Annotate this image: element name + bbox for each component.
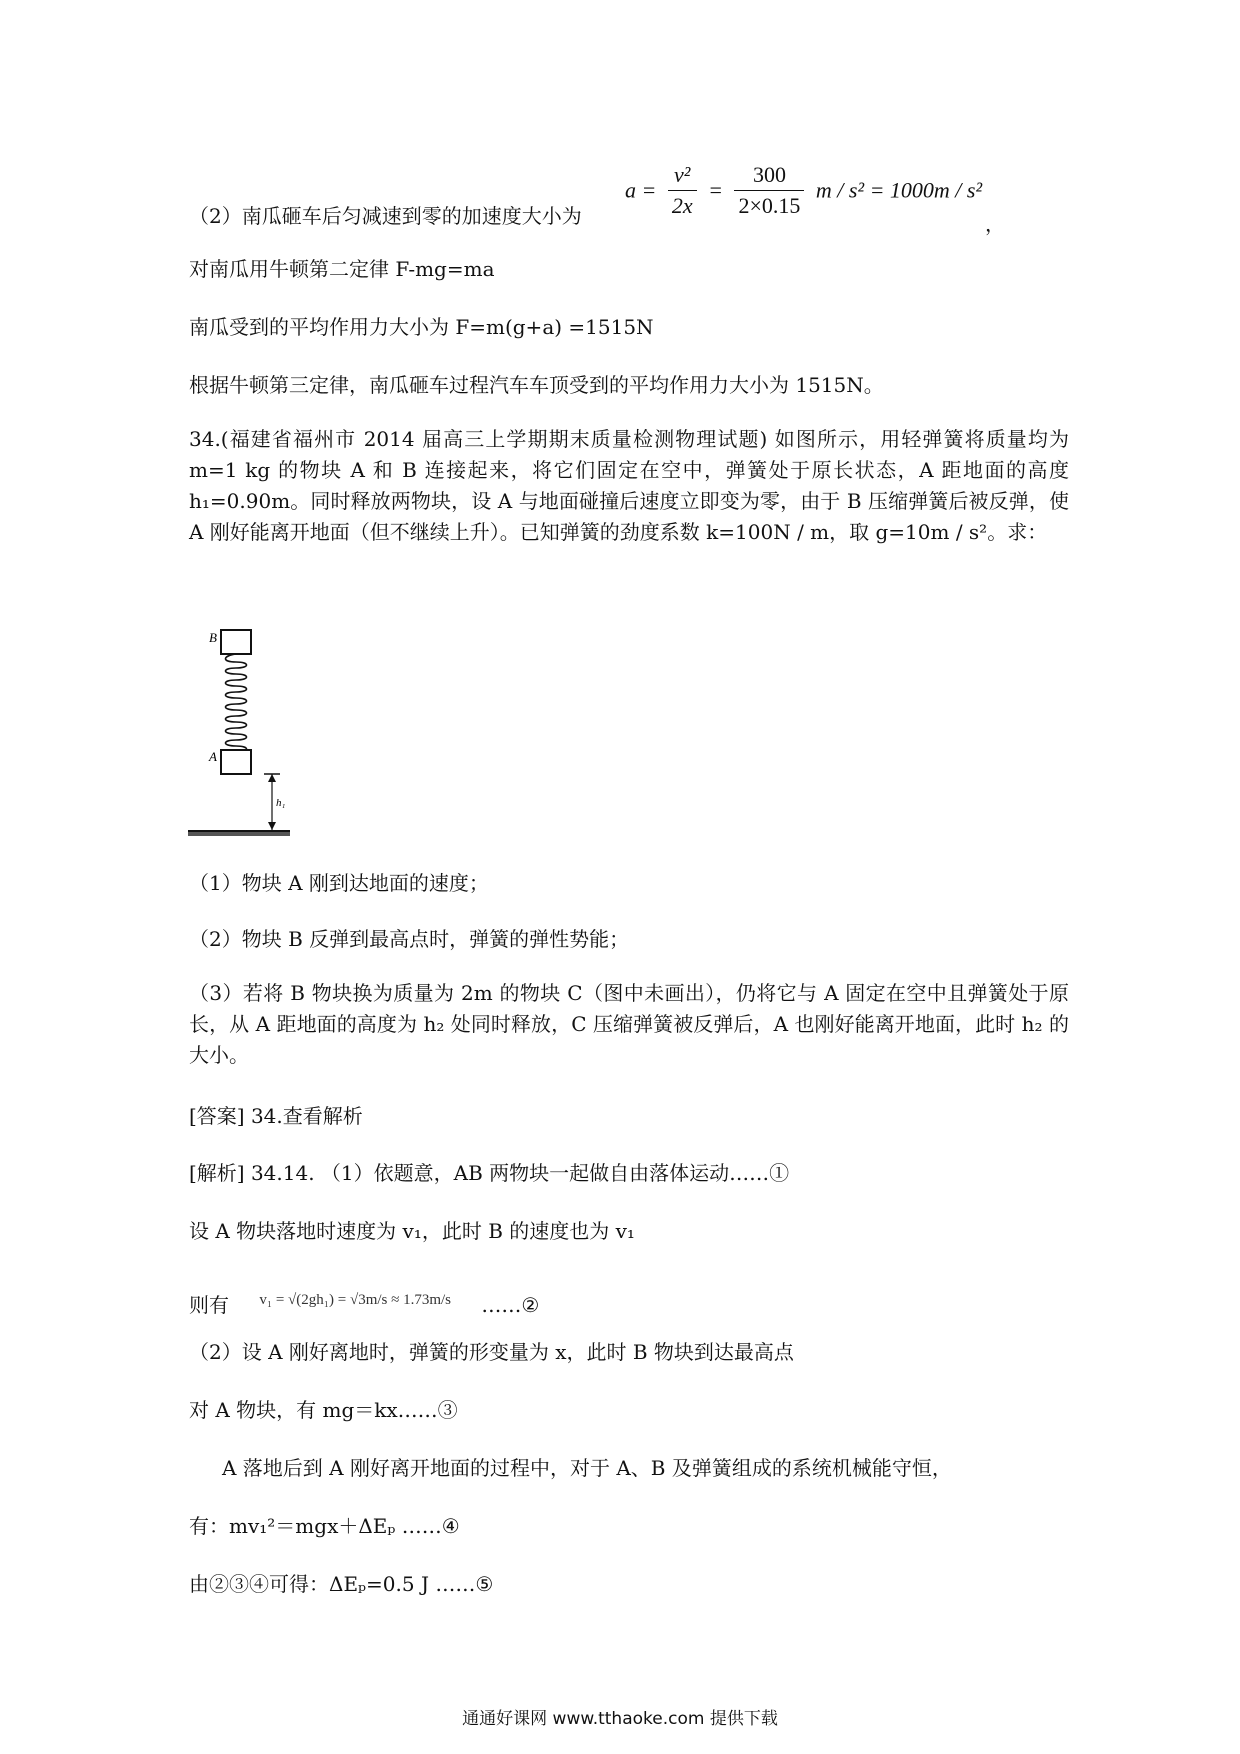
- accel-suffix: ，: [985, 212, 1005, 236]
- sub-question-2: （2）物块 B 反弹到最高点时，弹簧的弹性势能；: [189, 927, 630, 951]
- page-footer: 通通好课网 www.tthaoke.com 提供下载: [462, 1709, 778, 1729]
- spring-figure: [188, 620, 308, 850]
- newton-third-law: 根据牛顿第三定律，南瓜砸车过程汽车车顶受到的平均作用力大小为 1515N。: [189, 373, 884, 397]
- label-h1: h₁: [276, 797, 286, 809]
- question-34: 34.(福建省福州市 2014 届高三上学期期末质量检测物理试题) 如图所示，用轻弹簧将质量均为 m=1 kg 的物块 A 和 B 连接起来，将它们固定在空中，弹簧处于原长状态，A 距地面的高度 h₁=0.90m。同时释放两物块，设 A 与地面碰撞后速度立即变为零，由于 B 压缩弹簧后被反弹，使 A 刚好能离开地面（但不继续上升）。已知弹簧的劲度系数 k=100N / m，取 g=10m / s²。求：: [189, 427, 1069, 544]
- sub-question-1: （1）物块 A 刚到达地面的速度；: [189, 871, 489, 895]
- step-v1-formula: v₁ = √(2gh₁) = √3m/s ≈ 1.73m/s: [259, 1292, 452, 1308]
- label-b: B: [209, 630, 217, 645]
- fraction-300: [734, 160, 804, 221]
- fraction-v2-2x: [668, 160, 697, 221]
- step-result: 由②③④可得：ΔEₚ=0.5 J ……⑤: [189, 1572, 494, 1596]
- block-b: [221, 630, 251, 654]
- step-energy-conservation: A 落地后到 A 刚好离开地面的过程中，对于 A、B 及弹簧组成的系统机械能守恒，: [222, 1456, 952, 1480]
- step-v1-prefix: 则有: [189, 1293, 229, 1317]
- step-deformation: （2）设 A 刚好离地时，弹簧的形变量为 x，此时 B 物块到达最高点: [189, 1340, 794, 1364]
- fraction-num-2: 300: [734, 160, 804, 191]
- step-energy-equation: 有：mv₁²＝mgx＋ΔEₚ ……④: [189, 1514, 460, 1538]
- formula-lhs: a =: [625, 177, 657, 203]
- step-mg-kx: 对 A 物块，有 mg＝kx……③: [189, 1398, 458, 1422]
- block-a: [221, 750, 251, 774]
- step-v1-formula-line: [189, 1289, 539, 1318]
- accel-prefix: （2）南瓜砸车后匀减速到零的加速度大小为: [189, 204, 582, 228]
- step-v1-suffix: ……②: [481, 1293, 540, 1317]
- average-force: 南瓜受到的平均作用力大小为 F=m(g+a) =1515N: [189, 315, 654, 339]
- sub-question-3: （3）若将 B 物块换为质量为 2m 的物块 C（图中未画出），仍将它与 A 固定在空中且弹簧处于原长，从 A 距地面的高度为 h₂ 处同时释放，C 压缩弹簧被反弹后，A 也刚好能离开地面，此时 h₂ 的大小。: [189, 981, 1069, 1067]
- fraction-den-2: 2×0.15: [738, 193, 801, 218]
- label-a: A: [209, 749, 217, 764]
- ground-hatch: [188, 832, 290, 836]
- formula-eq: =: [708, 177, 723, 203]
- h1-arrow-up: [268, 774, 276, 782]
- answer: [答案] 34.查看解析: [189, 1104, 363, 1128]
- analysis: [解析] 34.14. （1）依题意，AB 两物块一起做自由落体运动……①: [189, 1161, 790, 1185]
- accel-line: [189, 180, 582, 228]
- accel-formula: [625, 160, 982, 221]
- step-v1: 设 A 物块落地时速度为 v₁，此时 B 的速度也为 v₁: [189, 1219, 635, 1243]
- fraction-num-1: v²: [668, 160, 697, 191]
- newton-second-law: 对南瓜用牛顿第二定律 F-mg=ma: [189, 257, 495, 281]
- fraction-den-1: 2x: [671, 193, 693, 218]
- h1-arrow-down: [268, 822, 276, 830]
- formula-rest: m / s² = 1000m / s²: [815, 177, 983, 203]
